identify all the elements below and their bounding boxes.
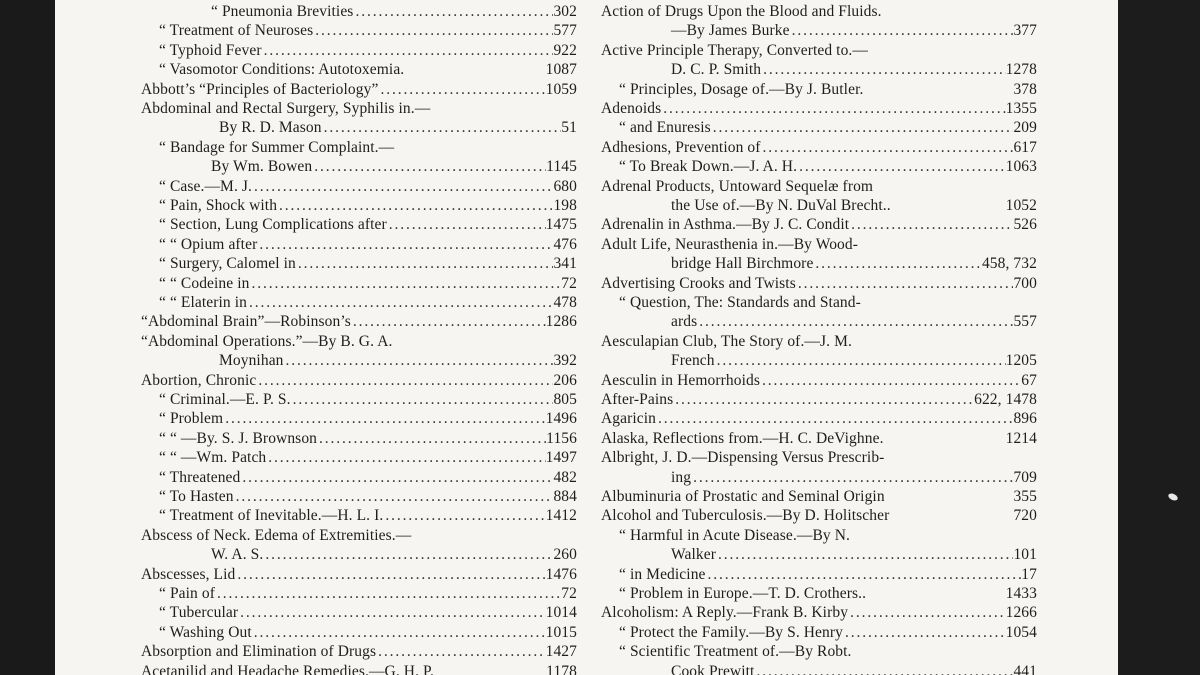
index-entry — [141, 642, 577, 661]
dot-leader — [889, 506, 1013, 525]
index-entry-text: “ Harmful in Acute Disease.—By N. — [619, 526, 851, 544]
dot-leader — [238, 603, 545, 622]
index-entry-page: 458, 732 — [981, 255, 1037, 273]
index-entry-text: “ Section, Lung Complications after — [159, 216, 387, 234]
index-entry — [601, 409, 1037, 428]
index-entry-page: 67 — [1021, 371, 1037, 389]
dot-leader — [882, 2, 1037, 21]
index-entry — [141, 409, 577, 428]
index-entry-text: “Abdominal Brain”—Robinson’s — [141, 313, 351, 331]
dot-leader — [866, 584, 1006, 603]
dot-leader — [716, 545, 1013, 564]
index-entry-page: 1054 — [1005, 623, 1037, 641]
dot-leader — [411, 526, 577, 545]
index-entry-text: “ To Hasten — [159, 488, 234, 505]
index-entry-text: Abscess of Neck. Edema of Extremities.— — [141, 526, 412, 544]
index-entry — [141, 371, 577, 390]
index-entry — [601, 177, 1037, 196]
index-entry — [141, 662, 577, 675]
index-entry — [601, 215, 1037, 234]
dot-leader — [796, 274, 1014, 293]
dot-leader — [392, 332, 577, 351]
index-entry-text: Acetanilid and Headache Remedies.—G. H. P. — [141, 662, 435, 675]
index-entry-text: French — [671, 352, 715, 370]
index-entry-text: ards — [671, 313, 698, 331]
index-entry-text: Adrenalin in Asthma.—By J. C. Condit — [601, 216, 850, 234]
dot-leader — [885, 487, 1014, 506]
index-entry — [601, 293, 1037, 312]
index-entry — [601, 157, 1037, 176]
index-entry-page: 1355 — [1005, 100, 1037, 117]
index-entry-page: 72 — [561, 274, 577, 292]
dot-leader — [223, 409, 545, 428]
dot-leader — [849, 215, 1013, 234]
index-entry-page: 441 — [1013, 662, 1037, 675]
dot-leader — [852, 332, 1037, 351]
dot-leader — [661, 99, 1005, 118]
dot-leader — [252, 623, 546, 642]
index-entry-page: 1412 — [545, 507, 577, 525]
dot-leader — [434, 662, 546, 675]
dot-leader — [256, 371, 553, 390]
index-entry-page: 341 — [553, 255, 577, 273]
index-entry-page: 1156 — [546, 429, 577, 447]
dot-leader — [291, 390, 554, 409]
index-entry-page: 622, 1478 — [974, 391, 1037, 408]
index-entry — [601, 429, 1037, 448]
index-entry-text: Action of Drugs Upon the Blood and Fluids. — [601, 3, 882, 20]
dot-leader — [691, 468, 1013, 487]
index-entry-page: 206 — [553, 371, 577, 389]
index-entry — [141, 254, 577, 273]
index-entry — [141, 351, 577, 370]
index-entry — [601, 60, 1037, 79]
index-entry-page: 680 — [553, 177, 577, 195]
index-entry-text: Adult Life, Neurasthenia in.—By Wood- — [601, 235, 859, 253]
index-entry — [601, 2, 1037, 21]
dot-leader — [843, 623, 1006, 642]
dot-leader — [247, 293, 553, 312]
index-entry-page: 17 — [1021, 565, 1037, 583]
index-entry-text: “ “ Codeine in — [159, 274, 250, 292]
index-entry-text: “ and Enuresis — [619, 119, 711, 137]
index-entry — [141, 274, 577, 293]
index-entry — [601, 274, 1037, 293]
index-entry — [141, 177, 577, 196]
index-entry — [141, 80, 577, 99]
dot-leader — [850, 526, 1037, 545]
index-entry-text: Cook Prewitt — [671, 662, 755, 675]
index-entry-page: 198 — [553, 197, 577, 214]
index-entry — [601, 351, 1037, 370]
index-entry — [141, 487, 577, 506]
dot-leader — [760, 371, 1021, 390]
index-entry-text: “ Treatment of Inevitable.—H. L. I. — [159, 507, 384, 525]
index-entry — [601, 565, 1037, 584]
dot-leader — [235, 565, 545, 584]
dot-leader — [697, 312, 1013, 331]
dot-leader — [383, 506, 545, 525]
index-entry — [141, 21, 577, 40]
index-entry-text: “ Washing Out — [159, 623, 252, 641]
index-entry-page: 101 — [1013, 546, 1037, 564]
index-entry-page: 1014 — [545, 604, 577, 622]
index-entry — [141, 312, 577, 331]
index-entry-text: Abortion, Chronic — [141, 371, 257, 389]
dot-leader — [312, 157, 546, 176]
index-entry — [141, 623, 577, 642]
dot-leader — [790, 21, 1014, 40]
index-entry — [141, 506, 577, 525]
index-entry-text: “ Pain of — [159, 585, 215, 602]
index-entry — [141, 390, 577, 409]
index-entry-text: “ Treatment of Neuroses — [159, 22, 314, 40]
index-page — [55, 0, 1118, 675]
scan-border — [1118, 0, 1200, 675]
index-entry — [601, 196, 1037, 215]
index-entry-text: Alaska, Reflections from.—H. C. DeVighne. — [601, 429, 884, 447]
index-entry-page: 884 — [553, 488, 577, 505]
index-entry-page: 1427 — [545, 643, 577, 661]
index-entry-page: 1145 — [546, 158, 577, 176]
dot-leader — [376, 642, 545, 661]
index-entry — [141, 196, 577, 215]
index-entry-page: 478 — [553, 294, 577, 311]
index-entry-text: Adrenal Products, Untoward Sequelæ from — [601, 177, 874, 195]
index-entry — [601, 118, 1037, 137]
dot-leader — [848, 603, 1006, 622]
index-entry-text: Absorption and Elimination of Drugs — [141, 643, 377, 661]
index-entry-page: 1286 — [545, 313, 577, 331]
index-entry-page: 1433 — [1005, 585, 1037, 602]
dot-leader — [317, 429, 546, 448]
index-entry — [601, 235, 1037, 254]
dot-leader — [858, 235, 1037, 254]
index-entry — [141, 2, 577, 21]
index-entry-text: Abscesses, Lid — [141, 565, 236, 583]
index-entry-page: 805 — [553, 391, 577, 408]
index-entry-page: 557 — [1013, 313, 1037, 331]
dot-leader — [861, 293, 1037, 312]
index-entry-text: By Wm. Bowen — [211, 158, 313, 176]
index-entry-page: 1063 — [1005, 158, 1037, 176]
dot-leader — [761, 60, 1005, 79]
index-entry-page: 526 — [1013, 216, 1037, 234]
index-entry-text: “ Threatened — [159, 468, 241, 486]
index-entry-text: Agaricin — [601, 410, 657, 428]
dot-leader — [353, 2, 553, 21]
index-entry-page: 302 — [553, 3, 577, 20]
index-entry — [141, 138, 577, 157]
index-entry-page: 1178 — [546, 662, 577, 675]
dot-leader — [277, 196, 553, 215]
dot-leader — [262, 41, 554, 60]
index-entry — [601, 662, 1037, 675]
dot-leader — [884, 448, 1037, 467]
dot-leader — [215, 584, 561, 603]
index-entry-page: 1278 — [1005, 61, 1037, 79]
dot-leader — [797, 157, 1006, 176]
index-entry-text: ing — [671, 468, 692, 486]
dot-leader — [378, 80, 545, 99]
index-entry — [601, 468, 1037, 487]
index-entry — [141, 41, 577, 60]
index-entry — [601, 138, 1037, 157]
index-entry-text: “ Case.—M. J. — [159, 177, 252, 195]
index-entry-text: “ “ Opium after — [159, 235, 258, 253]
index-entry-text: “ Protect the Family.—By S. Henry — [619, 623, 844, 641]
index-entry-text: Abdominal and Rectal Surgery, Syphilis in.— — [141, 100, 431, 117]
index-entry-text: D. C. P. Smith — [671, 61, 762, 79]
dot-leader — [706, 565, 1022, 584]
index-entry-text: “ Vasomotor Conditions: Autotoxemia. — [159, 61, 405, 79]
index-entry — [601, 623, 1037, 642]
dot-leader — [234, 487, 554, 506]
index-entry-text: “ Scientific Treatment of.—By Robt. — [619, 643, 852, 661]
dot-leader — [404, 60, 545, 79]
index-entry — [601, 448, 1037, 467]
index-entry-text: Active Principle Therapy, Converted to.— — [601, 41, 869, 59]
dot-leader — [296, 254, 554, 273]
dot-leader — [863, 80, 1013, 99]
index-entry — [141, 215, 577, 234]
dot-leader — [266, 448, 545, 467]
dot-leader — [673, 390, 974, 409]
index-entry — [141, 603, 577, 622]
index-entry — [601, 506, 1037, 525]
index-entry-text: Aesculin in Hemorrhoids — [601, 371, 760, 389]
dot-leader — [240, 468, 553, 487]
index-entry — [601, 332, 1037, 351]
index-entry-page: 1475 — [545, 216, 577, 234]
index-entry-text: By R. D. Mason — [219, 119, 322, 137]
index-entry-page: 482 — [553, 468, 577, 486]
index-entry-text: “ Problem in Europe.—T. D. Crothers.. — [619, 585, 867, 602]
index-entry-text: “ Surgery, Calomel in — [159, 255, 296, 273]
index-entry-page: 1497 — [545, 449, 577, 467]
dot-leader — [263, 545, 553, 564]
index-entry-text: Albuminuria of Prostatic and Seminal Origin — [601, 488, 885, 505]
index-entry-page: 355 — [1013, 488, 1037, 505]
index-entry-page: 922 — [553, 41, 577, 59]
dot-leader — [852, 642, 1037, 661]
index-entry-text: “ Pneumonia Brevities — [211, 3, 354, 20]
dot-leader — [252, 177, 553, 196]
index-entry — [141, 332, 577, 351]
index-entry-text: Alcoholism: A Reply.—Frank B. Kirby — [601, 604, 849, 622]
index-entry-page: 1015 — [545, 623, 577, 641]
index-entry — [141, 429, 577, 448]
index-entry-page: 51 — [561, 119, 577, 137]
index-entry-text: Moynihan — [219, 352, 284, 370]
index-entry-text: “ Pain, Shock with — [159, 197, 278, 214]
index-entry-text: Albright, J. D.—Dispensing Versus Prescrib- — [601, 449, 885, 467]
dot-leader — [250, 274, 562, 293]
dot-leader — [430, 99, 577, 118]
dot-leader — [322, 118, 562, 137]
index-entry — [141, 157, 577, 176]
index-entry — [141, 584, 577, 603]
index-entry-text: After-Pains — [601, 391, 674, 408]
index-entry — [141, 468, 577, 487]
index-entry — [601, 526, 1037, 545]
index-entry-page: 392 — [553, 352, 577, 370]
index-entry — [601, 642, 1037, 661]
index-entry — [141, 60, 577, 79]
index-entry-page: 209 — [1013, 119, 1037, 137]
index-entry-text: the Use of.—By N. DuVal Brecht.. — [671, 197, 891, 214]
dot-leader — [387, 215, 546, 234]
dot-leader — [351, 312, 546, 331]
dot-leader — [813, 254, 982, 273]
dot-leader — [711, 118, 1014, 137]
index-entry — [601, 545, 1037, 564]
index-entry-page: 476 — [553, 235, 577, 253]
index-entry — [601, 99, 1037, 118]
index-entry-page: 1476 — [545, 565, 577, 583]
index-entry-page: 1214 — [1005, 429, 1037, 447]
index-entry-text: Adhesions, Prevention of — [601, 138, 761, 156]
dot-leader — [761, 138, 1014, 157]
index-entry-text: bridge Hall Birchmore — [671, 255, 814, 273]
index-entry — [141, 293, 577, 312]
index-entry — [141, 99, 577, 118]
index-entry — [141, 118, 577, 137]
index-entry — [141, 235, 577, 254]
index-entry-text: “ To Break Down.—J. A. H. — [619, 158, 798, 176]
index-entry-page: 720 — [1013, 507, 1037, 525]
index-entry — [601, 254, 1037, 273]
index-entry-text: —By James Burke — [671, 22, 790, 40]
index-entry-text: “ “ —By. S. J. Brownson — [159, 429, 318, 447]
dot-leader — [754, 662, 1013, 675]
index-entry-text: “ Question, The: Standards and Stand- — [619, 294, 861, 311]
index-entry-text: “ Tubercular — [159, 604, 239, 622]
index-entry-text: “ in Medicine — [619, 565, 706, 583]
index-entry-text: “ Criminal.—E. P. S. — [159, 391, 291, 408]
index-entry — [601, 80, 1037, 99]
dot-leader — [884, 429, 1006, 448]
index-entry-page: 896 — [1013, 410, 1037, 428]
index-entry — [141, 545, 577, 564]
index-entry-page: 377 — [1013, 22, 1037, 40]
dot-leader — [394, 138, 577, 157]
dot-leader — [284, 351, 554, 370]
index-entry-text: “ “ —Wm. Patch — [159, 449, 267, 467]
index-entry-text: “ Principles, Dosage of.—By J. Butler. — [619, 80, 864, 98]
index-entry-page: 378 — [1013, 80, 1037, 98]
index-entry — [601, 371, 1037, 390]
index-entry-text: Abbott’s “Principles of Bacteriology” — [141, 80, 379, 98]
index-entry-text: Advertising Crooks and Twists — [601, 274, 796, 292]
index-entry — [601, 584, 1037, 603]
index-entry-page: 709 — [1013, 468, 1037, 486]
index-entry-page: 1205 — [1005, 352, 1037, 370]
index-entry — [601, 312, 1037, 331]
index-entry-page: 72 — [561, 585, 577, 602]
index-entry-page: 260 — [553, 546, 577, 564]
index-entry-page: 700 — [1013, 274, 1037, 292]
index-entry-page: 1052 — [1005, 197, 1037, 214]
index-entry — [141, 526, 577, 545]
index-entry-text: “Abdominal Operations.”—By B. G. A. — [141, 332, 393, 350]
index-entry-page: 617 — [1013, 138, 1037, 156]
index-entry-page: 1496 — [545, 410, 577, 428]
dot-leader — [257, 235, 553, 254]
index-entry-text: “ Typhoid Fever — [159, 41, 262, 59]
index-entry-text: W. A. S. — [211, 546, 264, 564]
dot-leader — [715, 351, 1006, 370]
index-entry-page: 577 — [553, 22, 577, 40]
index-entry — [601, 21, 1037, 40]
index-entry — [141, 565, 577, 584]
dot-leader — [656, 409, 1013, 428]
dot-leader — [313, 21, 553, 40]
index-entry-text: “ “ Elaterin in — [159, 294, 247, 311]
index-entry-text: Alcohol and Tuberculosis.—By D. Holitscher — [601, 507, 890, 525]
index-entry-text: Walker — [671, 546, 716, 564]
index-entry — [601, 390, 1037, 409]
index-entry-page: 1087 — [545, 61, 577, 79]
index-entry-page: 1266 — [1005, 604, 1037, 622]
index-entry — [601, 41, 1037, 60]
index-entry-page: 1059 — [545, 80, 577, 98]
dot-leader — [868, 41, 1037, 60]
index-entry — [601, 603, 1037, 622]
index-entry-text: Aesculapian Club, The Story of.—J. M. — [601, 332, 852, 350]
index-entry-text: “ Bandage for Summer Complaint.— — [159, 138, 395, 156]
dot-leader — [891, 196, 1006, 215]
index-entry — [141, 448, 577, 467]
dot-leader — [873, 177, 1037, 196]
index-entry-text: Adenoids — [601, 100, 662, 117]
index-entry-text: “ Problem — [159, 410, 224, 428]
index-entry — [601, 487, 1037, 506]
